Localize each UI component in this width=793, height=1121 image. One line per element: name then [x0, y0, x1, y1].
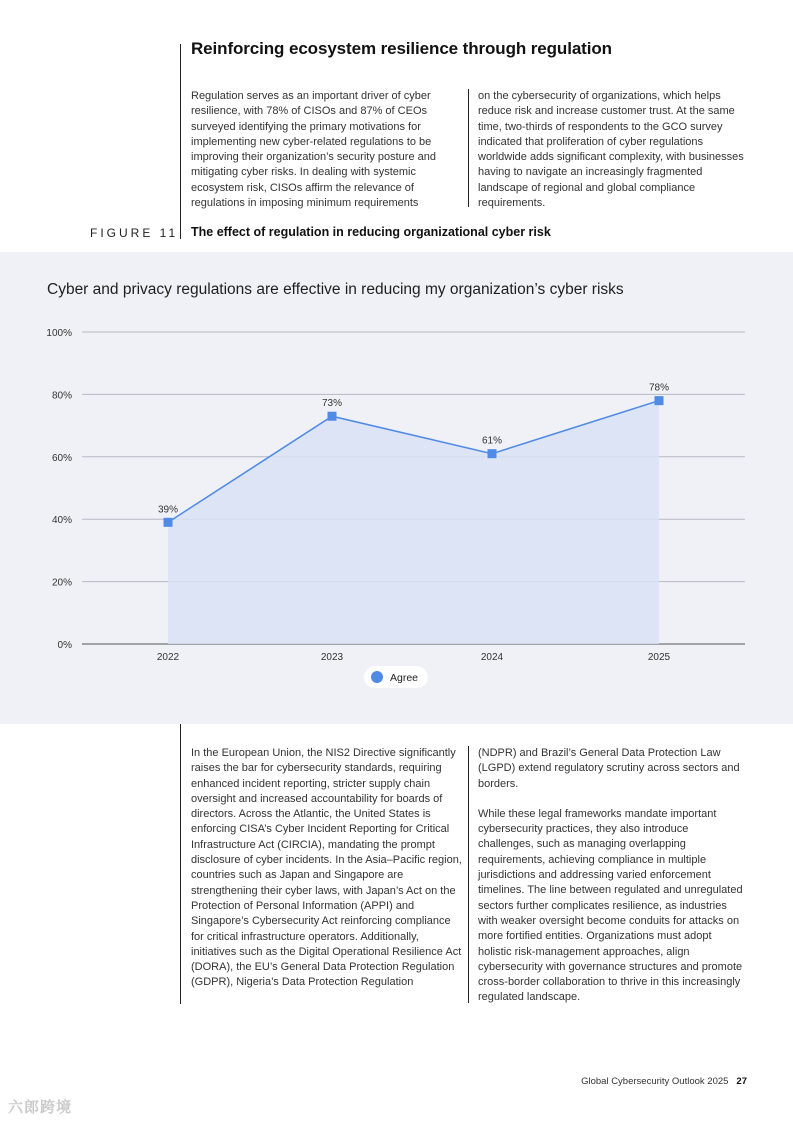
body-right-paragraph-2: While these legal frameworks mandate important cybersecurity practices, they also introduce challenges, such as managing overlapping requirements, achieving compliance in multiple jurisdictions and addressing varied enforcement timelines. The line between regulated and unregulated sectors further complicates resilience, as industries with weaker oversight become conduits for attacks on more fortified entities. Organizations must adopt holistic risk-management approaches, align cybersecurity with governance structures and promote cross-border collaboration to thrive in this increasingly regulated landscape. — [478, 807, 743, 1004]
intro-left-text: Regulation serves as an important driver of cyber resilience, with 78% of CISOs and 87% of CEOs surveyed identifying the primary motivations for implementing new cyber-related regulations to be improving their organization’s security posture and mitigating cyber risks. In dealing with systemic ecosystem risk, CISOs affirm the relevance of regulations in imposing minimum requirements — [191, 90, 436, 210]
body-column-divider — [468, 746, 469, 1003]
intro-left-column — [191, 89, 463, 211]
y-tick-label: 100% — [46, 328, 72, 339]
data-label: 39% — [157, 504, 179, 516]
legend-swatch — [371, 671, 383, 683]
data-point-marker — [164, 518, 173, 527]
figure-label: FIGURE 11 — [90, 226, 179, 240]
footer-publication: Global Cybersecurity Outlook 2025 — [581, 1076, 729, 1087]
body-left-text: In the European Union, the NIS2 Directive significantly raises the bar for cybersecurity standards, requiring enhanced incident reporting, stricter supply chain oversight and increased accountability for boards of directors. Across the Atlantic, the United States is enforcing CISA’s Cyber Incident Reporting for Critical Infrastructure Act (CIRCIA), mandating the prompt disclosure of cyber incidents. In the Asia–Pacific region, countries such as Japan and Singapore are strengthening their cyber laws, with Japan’s Act on the Protection of Personal Information (APPI) and Singapore’s Cybersecurity Act reinforcing compliance for critical infrastructure operators. Additionally, initiatives such as the Digital Operational Resilience Act (DORA), the EU’s General Data Protection Regulation (GDPR), Nigeria’s Data Protection Regulation — [191, 747, 462, 989]
watermark: 六郎跨境 — [8, 1099, 73, 1116]
body-rule — [180, 724, 181, 1004]
data-label: 73% — [321, 398, 343, 410]
figure-title: The effect of regulation in reducing organizational cyber risk — [191, 225, 551, 239]
legend-label: Agree — [390, 672, 419, 684]
x-tick-label: 2025 — [647, 652, 671, 663]
section-title: Reinforcing ecosystem resilience through regulation — [191, 39, 612, 58]
data-label: 61% — [481, 435, 503, 447]
x-tick-label: 2024 — [480, 652, 504, 663]
data-point-marker — [328, 412, 337, 421]
chart-title: Cyber and privacy regulations are effective in reducing my organization’s cyber risks — [47, 281, 624, 298]
data-point-marker — [488, 449, 497, 458]
y-tick-label: 40% — [51, 515, 72, 527]
intro-column-divider — [468, 89, 469, 207]
y-tick-label: 80% — [51, 390, 72, 402]
x-tick-label: 2023 — [320, 652, 344, 663]
section-rule — [180, 44, 181, 239]
line-area-chart — [0, 252, 793, 724]
data-label: 78% — [648, 382, 670, 394]
y-tick-label: 20% — [51, 577, 72, 589]
page-number: 27 — [736, 1076, 747, 1087]
body-right-column — [478, 746, 746, 1006]
x-tick-label: 2022 — [156, 652, 180, 663]
intro-right-column — [478, 89, 746, 211]
area-fill — [168, 401, 659, 644]
page-footer — [581, 1076, 747, 1087]
body-right-paragraph-1: (NDPR) and Brazil’s General Data Protection Law (LGPD) extend regulatory scrutiny across sectors and borders. — [478, 747, 740, 790]
y-tick-label: 60% — [51, 452, 72, 464]
intro-right-text: on the cybersecurity of organizations, which helps reduce risk and increase customer trust. At the same time, two-thirds of respondents to the GCO survey indicated that proliferation of cyber regulations worldwide adds significant complexity, with businesses having to navigate an increasingly fragmented landscape of regional and global compliance requirements. — [478, 90, 744, 210]
data-point-marker — [655, 396, 664, 405]
body-left-column — [191, 746, 463, 991]
y-tick-label: 0% — [57, 640, 72, 651]
